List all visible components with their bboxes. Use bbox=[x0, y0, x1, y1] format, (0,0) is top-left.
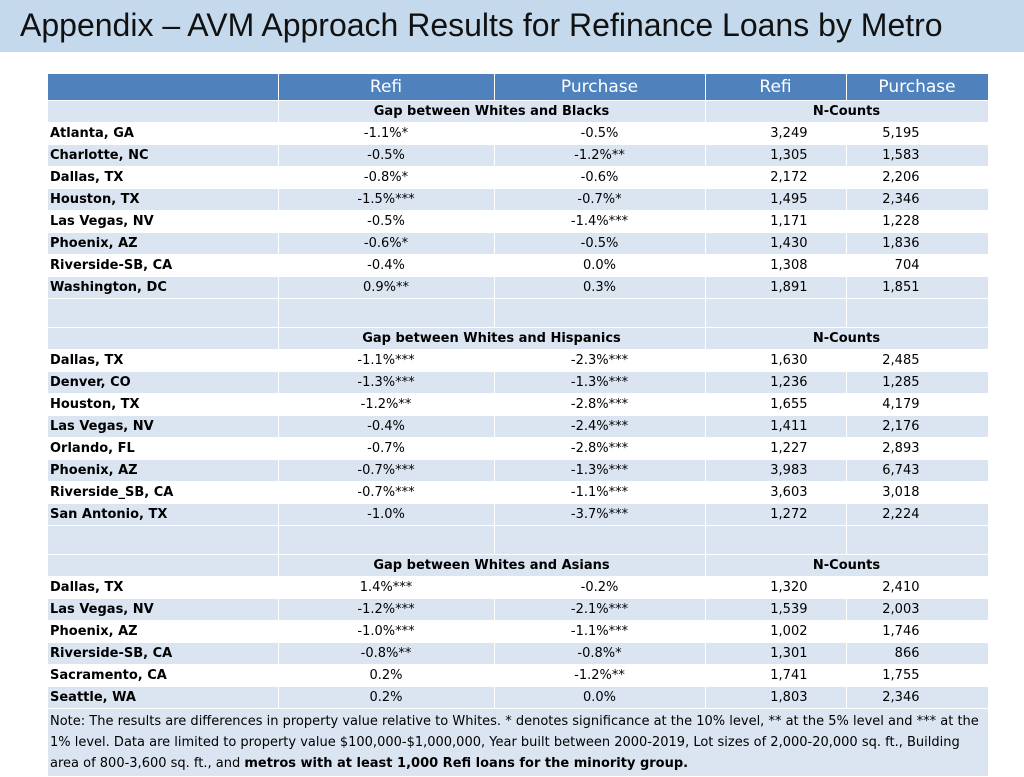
purchase-count-cell: 2,893 bbox=[846, 438, 988, 460]
purchase-gap-cell: 0.3% bbox=[494, 277, 705, 299]
table-row bbox=[48, 255, 988, 277]
table-row bbox=[48, 460, 988, 482]
metro-name: Riverside-SB, CA bbox=[48, 255, 278, 277]
purchase-count-cell: 2,346 bbox=[846, 189, 988, 211]
spacer-cell bbox=[705, 526, 846, 555]
gap-label: Gap between Whites and Blacks bbox=[278, 101, 705, 123]
metro-name: Orlando, FL bbox=[48, 438, 278, 460]
purchase-gap-cell: -2.1%*** bbox=[494, 599, 705, 621]
table-row bbox=[48, 621, 988, 643]
metro-name: Houston, TX bbox=[48, 394, 278, 416]
purchase-gap-cell: -0.5% bbox=[494, 123, 705, 145]
header-cell: Refi bbox=[705, 74, 846, 101]
purchase-count-cell: 1,285 bbox=[846, 372, 988, 394]
refi-count-cell: 1,539 bbox=[705, 599, 846, 621]
table-row bbox=[48, 643, 988, 665]
purchase-gap-cell: -1.3%*** bbox=[494, 372, 705, 394]
refi-gap-cell: 0.2% bbox=[278, 665, 494, 687]
ncounts-label: N-Counts bbox=[705, 101, 988, 123]
refi-count-cell: 1,320 bbox=[705, 577, 846, 599]
refi-gap-cell: -0.8%* bbox=[278, 167, 494, 189]
title-bar bbox=[0, 0, 1024, 52]
section-label-row bbox=[48, 555, 988, 577]
purchase-gap-cell: -1.2%** bbox=[494, 665, 705, 687]
refi-gap-cell: -0.5% bbox=[278, 145, 494, 167]
header-row bbox=[48, 74, 988, 101]
refi-gap-cell: -1.2%*** bbox=[278, 599, 494, 621]
table-row bbox=[48, 438, 988, 460]
table-row bbox=[48, 123, 988, 145]
refi-gap-cell: -0.7%*** bbox=[278, 482, 494, 504]
metro-name: Las Vegas, NV bbox=[48, 211, 278, 233]
table-row bbox=[48, 211, 988, 233]
refi-count-cell: 1,227 bbox=[705, 438, 846, 460]
table-row bbox=[48, 482, 988, 504]
purchase-count-cell: 1,746 bbox=[846, 621, 988, 643]
refi-count-cell: 1,891 bbox=[705, 277, 846, 299]
results-table-body bbox=[48, 74, 988, 777]
table-row bbox=[48, 599, 988, 621]
refi-gap-cell: -0.8%** bbox=[278, 643, 494, 665]
refi-count-cell: 1,411 bbox=[705, 416, 846, 438]
note-text: Note: The results are differences in property value relative to Whites. * denotes significance at the 10% level, ** at the 5% level and *** at the 1% level. Data are limited to property value $100,000-$1,000,000, Year built between 2000-2019, Lot sizes of 2,000-20,000 sq. ft., Building area of 800-3,600 sq. ft., and bbox=[50, 714, 979, 771]
purchase-gap-cell: -0.2% bbox=[494, 577, 705, 599]
purchase-gap-cell: -1.2%** bbox=[494, 145, 705, 167]
table-row bbox=[48, 277, 988, 299]
purchase-count-cell: 5,195 bbox=[846, 123, 988, 145]
refi-count-cell: 1,171 bbox=[705, 211, 846, 233]
purchase-gap-cell: -0.8%* bbox=[494, 643, 705, 665]
spacer-cell bbox=[705, 299, 846, 328]
ncounts-label: N-Counts bbox=[705, 555, 988, 577]
gap-label: Gap between Whites and Asians bbox=[278, 555, 705, 577]
refi-gap-cell: -0.7% bbox=[278, 438, 494, 460]
note-cell bbox=[48, 709, 988, 777]
spacer-cell bbox=[48, 299, 278, 328]
refi-gap-cell: -0.5% bbox=[278, 211, 494, 233]
header-cell: Purchase bbox=[846, 74, 988, 101]
refi-gap-cell: -0.4% bbox=[278, 416, 494, 438]
purchase-gap-cell: -2.3%*** bbox=[494, 350, 705, 372]
results-table bbox=[48, 74, 989, 777]
table-row bbox=[48, 189, 988, 211]
purchase-count-cell: 2,224 bbox=[846, 504, 988, 526]
table-row bbox=[48, 504, 988, 526]
metro-name: Riverside_SB, CA bbox=[48, 482, 278, 504]
note-row bbox=[48, 709, 988, 777]
table-row bbox=[48, 350, 988, 372]
refi-count-cell: 1,305 bbox=[705, 145, 846, 167]
refi-gap-cell: 0.9%** bbox=[278, 277, 494, 299]
purchase-gap-cell: -1.1%*** bbox=[494, 482, 705, 504]
refi-count-cell: 1,630 bbox=[705, 350, 846, 372]
spacer-row bbox=[48, 526, 988, 555]
purchase-gap-cell: -2.8%*** bbox=[494, 438, 705, 460]
table-row bbox=[48, 394, 988, 416]
refi-count-cell: 1,803 bbox=[705, 687, 846, 709]
purchase-count-cell: 866 bbox=[846, 643, 988, 665]
refi-count-cell: 1,655 bbox=[705, 394, 846, 416]
purchase-count-cell: 2,176 bbox=[846, 416, 988, 438]
metro-name: Washington, DC bbox=[48, 277, 278, 299]
refi-gap-cell: -1.5%*** bbox=[278, 189, 494, 211]
refi-gap-cell: -0.6%* bbox=[278, 233, 494, 255]
metro-name: Phoenix, AZ bbox=[48, 621, 278, 643]
purchase-count-cell: 3,018 bbox=[846, 482, 988, 504]
refi-gap-cell: -1.2%** bbox=[278, 394, 494, 416]
table-row bbox=[48, 687, 988, 709]
purchase-gap-cell: 0.0% bbox=[494, 687, 705, 709]
spacer-row bbox=[48, 299, 988, 328]
section-label-blank bbox=[48, 328, 278, 350]
refi-gap-cell: -1.1%*** bbox=[278, 350, 494, 372]
refi-gap-cell: -1.3%*** bbox=[278, 372, 494, 394]
section-label-blank bbox=[48, 101, 278, 123]
purchase-count-cell: 1,755 bbox=[846, 665, 988, 687]
purchase-count-cell: 704 bbox=[846, 255, 988, 277]
refi-count-cell: 1,272 bbox=[705, 504, 846, 526]
refi-count-cell: 1,430 bbox=[705, 233, 846, 255]
purchase-gap-cell: -0.5% bbox=[494, 233, 705, 255]
refi-count-cell: 1,308 bbox=[705, 255, 846, 277]
ncounts-label: N-Counts bbox=[705, 328, 988, 350]
table-row bbox=[48, 145, 988, 167]
spacer-cell bbox=[278, 526, 494, 555]
spacer-cell bbox=[846, 526, 988, 555]
refi-gap-cell: 1.4%*** bbox=[278, 577, 494, 599]
spacer-cell bbox=[494, 526, 705, 555]
header-cell: Refi bbox=[278, 74, 494, 101]
refi-gap-cell: -1.1%* bbox=[278, 123, 494, 145]
section-label-row bbox=[48, 328, 988, 350]
metro-name: Atlanta, GA bbox=[48, 123, 278, 145]
purchase-count-cell: 4,179 bbox=[846, 394, 988, 416]
purchase-gap-cell: 0.0% bbox=[494, 255, 705, 277]
header-cell bbox=[48, 74, 278, 101]
purchase-count-cell: 2,346 bbox=[846, 687, 988, 709]
refi-count-cell: 1,495 bbox=[705, 189, 846, 211]
refi-gap-cell: -1.0%*** bbox=[278, 621, 494, 643]
spacer-cell bbox=[48, 526, 278, 555]
purchase-gap-cell: -0.7%* bbox=[494, 189, 705, 211]
metro-name: Sacramento, CA bbox=[48, 665, 278, 687]
metro-name: Phoenix, AZ bbox=[48, 460, 278, 482]
metro-name: Houston, TX bbox=[48, 189, 278, 211]
refi-count-cell: 3,249 bbox=[705, 123, 846, 145]
table-row bbox=[48, 416, 988, 438]
refi-count-cell: 3,983 bbox=[705, 460, 846, 482]
metro-name: Seattle, WA bbox=[48, 687, 278, 709]
purchase-count-cell: 2,206 bbox=[846, 167, 988, 189]
purchase-count-cell: 1,583 bbox=[846, 145, 988, 167]
purchase-gap-cell: -3.7%*** bbox=[494, 504, 705, 526]
refi-count-cell: 3,603 bbox=[705, 482, 846, 504]
spacer-cell bbox=[494, 299, 705, 328]
table-row bbox=[48, 665, 988, 687]
purchase-gap-cell: -1.4%*** bbox=[494, 211, 705, 233]
metro-name: San Antonio, TX bbox=[48, 504, 278, 526]
table-row bbox=[48, 233, 988, 255]
spacer-cell bbox=[846, 299, 988, 328]
note-bold-text: metros with at least 1,000 Refi loans for the minority group. bbox=[244, 756, 689, 771]
purchase-count-cell: 2,485 bbox=[846, 350, 988, 372]
refi-gap-cell: -0.7%*** bbox=[278, 460, 494, 482]
refi-gap-cell: -0.4% bbox=[278, 255, 494, 277]
page-title: Appendix – AVM Approach Results for Refinance Loans by Metro bbox=[20, 7, 943, 43]
metro-name: Charlotte, NC bbox=[48, 145, 278, 167]
section-label-row bbox=[48, 101, 988, 123]
header-cell: Purchase bbox=[494, 74, 705, 101]
metro-name: Dallas, TX bbox=[48, 167, 278, 189]
purchase-gap-cell: -2.8%*** bbox=[494, 394, 705, 416]
purchase-count-cell: 1,836 bbox=[846, 233, 988, 255]
refi-gap-cell: 0.2% bbox=[278, 687, 494, 709]
purchase-count-cell: 2,410 bbox=[846, 577, 988, 599]
table-row bbox=[48, 167, 988, 189]
metro-name: Dallas, TX bbox=[48, 350, 278, 372]
purchase-gap-cell: -1.3%*** bbox=[494, 460, 705, 482]
purchase-count-cell: 1,851 bbox=[846, 277, 988, 299]
table-row bbox=[48, 577, 988, 599]
purchase-count-cell: 6,743 bbox=[846, 460, 988, 482]
metro-name: Las Vegas, NV bbox=[48, 599, 278, 621]
refi-count-cell: 1,236 bbox=[705, 372, 846, 394]
metro-name: Las Vegas, NV bbox=[48, 416, 278, 438]
refi-count-cell: 1,301 bbox=[705, 643, 846, 665]
refi-gap-cell: -1.0% bbox=[278, 504, 494, 526]
section-label-blank bbox=[48, 555, 278, 577]
metro-name: Dallas, TX bbox=[48, 577, 278, 599]
refi-count-cell: 2,172 bbox=[705, 167, 846, 189]
metro-name: Riverside-SB, CA bbox=[48, 643, 278, 665]
gap-label: Gap between Whites and Hispanics bbox=[278, 328, 705, 350]
table-row bbox=[48, 372, 988, 394]
refi-count-cell: 1,741 bbox=[705, 665, 846, 687]
purchase-count-cell: 2,003 bbox=[846, 599, 988, 621]
purchase-gap-cell: -2.4%*** bbox=[494, 416, 705, 438]
spacer-cell bbox=[278, 299, 494, 328]
purchase-count-cell: 1,228 bbox=[846, 211, 988, 233]
refi-count-cell: 1,002 bbox=[705, 621, 846, 643]
metro-name: Phoenix, AZ bbox=[48, 233, 278, 255]
purchase-gap-cell: -1.1%*** bbox=[494, 621, 705, 643]
metro-name: Denver, CO bbox=[48, 372, 278, 394]
purchase-gap-cell: -0.6% bbox=[494, 167, 705, 189]
